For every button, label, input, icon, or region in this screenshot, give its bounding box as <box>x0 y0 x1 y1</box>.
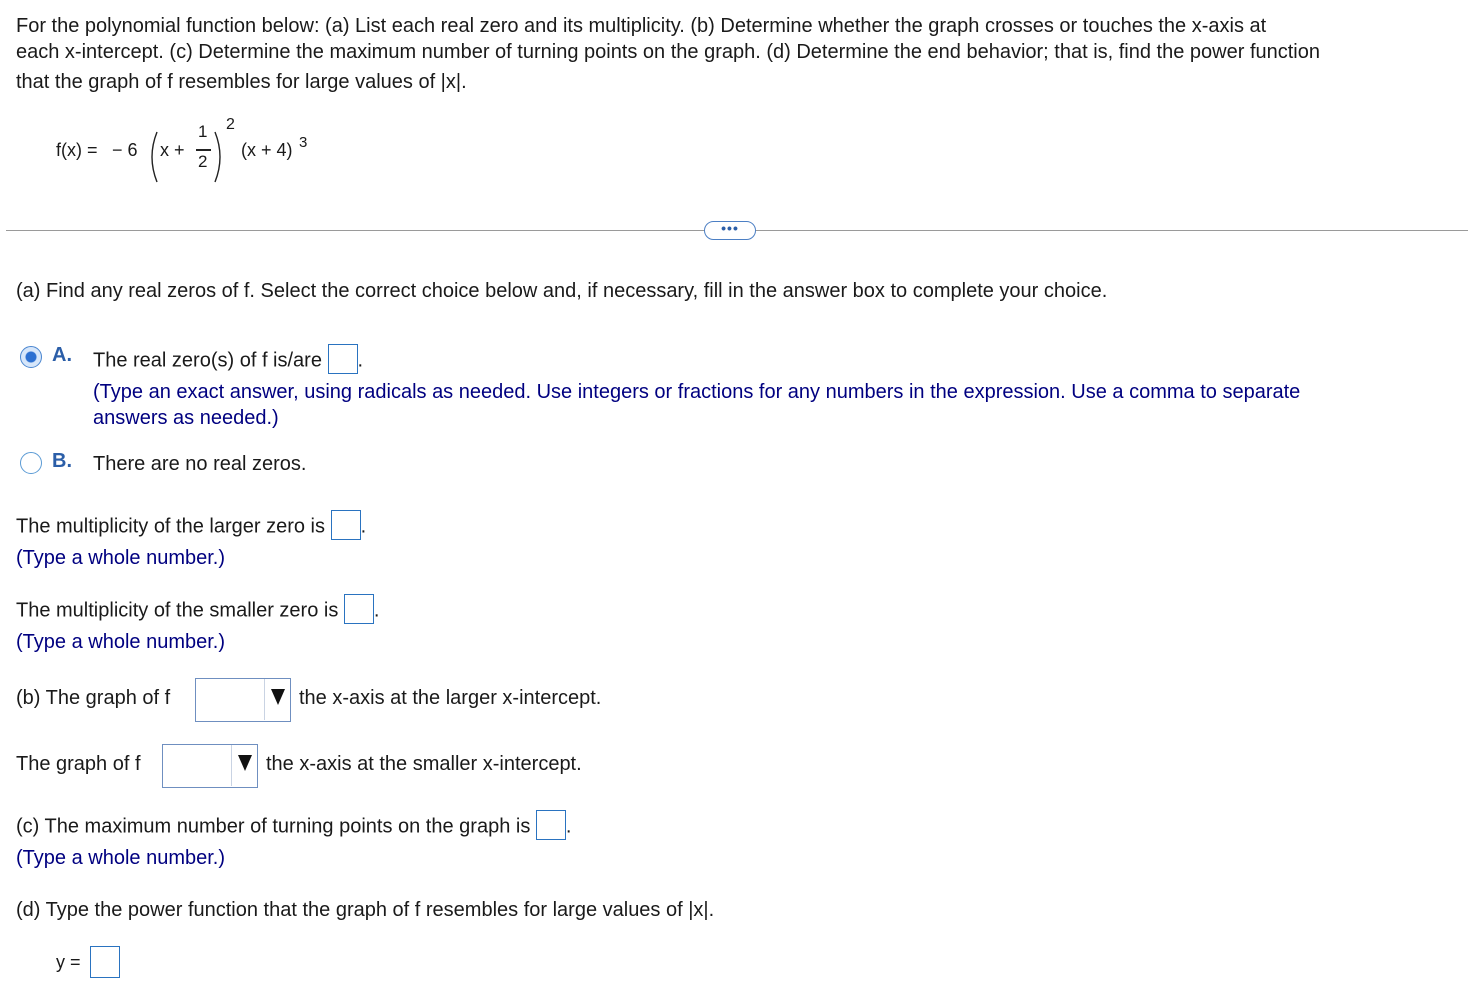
smaller-multiplicity-hint: (Type a whole number.) <box>16 631 225 653</box>
polynomial-formula <box>56 112 356 192</box>
part-c-row <box>16 812 571 842</box>
period: . <box>360 515 367 538</box>
y-equals-label: y = <box>56 952 81 972</box>
outer-exponent: 2 <box>226 116 235 133</box>
fraction-numerator: 1 <box>198 122 208 141</box>
larger-multiplicity-hint: (Type a whole number.) <box>16 547 225 569</box>
choice-a-text: The real zero(s) of f is/are <box>93 349 322 372</box>
more-button[interactable]: ••• <box>704 221 756 240</box>
power-function-input[interactable] <box>90 946 120 978</box>
formula-coefficient: − 6 <box>112 140 138 160</box>
dropdown-arrow-icon[interactable] <box>264 679 290 720</box>
smaller-multiplicity-label: The multiplicity of the smaller zero is <box>16 599 339 622</box>
part-c-hint: (Type a whole number.) <box>16 847 225 869</box>
choice-a-letter: A. <box>52 344 72 366</box>
larger-multiplicity-input[interactable] <box>331 510 361 540</box>
choice-a-radio[interactable] <box>20 346 42 368</box>
period: . <box>357 349 364 372</box>
choice-a <box>93 346 363 376</box>
larger-intercept-dropdown[interactable] <box>195 678 291 722</box>
smaller-multiplicity-row <box>16 596 379 626</box>
right-paren <box>213 130 227 184</box>
formula-factor: (x + 4) <box>241 140 293 160</box>
part-a-prompt: (a) Find any real zeros of f. Select the correct choice below and, if necessary, fill in the answer box to complete your choice. <box>16 280 1108 302</box>
larger-multiplicity-label: The multiplicity of the larger zero is <box>16 515 326 538</box>
factor-exponent: 3 <box>299 134 308 151</box>
fraction-bar <box>196 149 211 151</box>
turning-points-input[interactable] <box>536 810 566 840</box>
larger-multiplicity-row <box>16 512 366 542</box>
left-paren <box>145 130 159 184</box>
formula-inner: x + <box>160 140 185 160</box>
fraction-denominator: 2 <box>198 152 208 171</box>
part-b-smaller-prefix: The graph of f <box>16 753 141 775</box>
part-b-larger-prefix: (b) The graph of f <box>16 687 171 709</box>
part-b-smaller-suffix: the x-axis at the smaller x-intercept. <box>266 753 582 775</box>
smaller-multiplicity-input[interactable] <box>344 594 374 624</box>
question-line-1: For the polynomial function below: (a) List each real zero and its multiplicity. (b) Determine whether the graph crosses or touches the x-axis at <box>16 15 1267 37</box>
choice-b-radio[interactable] <box>20 452 42 474</box>
choice-a-hint-2: answers as needed.) <box>93 407 279 429</box>
period: . <box>373 599 380 622</box>
choice-a-hint-1: (Type an exact answer, using radicals as needed. Use integers or fractions for any numbers in the expression. Use a comma to separate <box>93 381 1301 403</box>
part-d-label: (d) Type the power function that the graph of f resembles for large values of |x|. <box>16 899 715 921</box>
choice-b-text: There are no real zeros. <box>93 453 307 475</box>
smaller-intercept-dropdown[interactable] <box>162 744 258 788</box>
question-line-3: that the graph of f resembles for large values of |x|. <box>16 71 467 93</box>
part-c-label: (c) The maximum number of turning points on the graph is <box>16 815 531 838</box>
period: . <box>565 815 572 838</box>
choice-b-letter: B. <box>52 450 72 472</box>
real-zeros-input[interactable] <box>328 344 358 374</box>
part-b-larger-suffix: the x-axis at the larger x-intercept. <box>299 687 602 709</box>
question-line-2: each x-intercept. (c) Determine the maximum number of turning points on the graph. (d) Determine the end behavior; that is, find the power function <box>16 41 1320 63</box>
formula-lhs: f(x) = <box>56 140 98 160</box>
dropdown-arrow-icon[interactable] <box>231 745 257 786</box>
